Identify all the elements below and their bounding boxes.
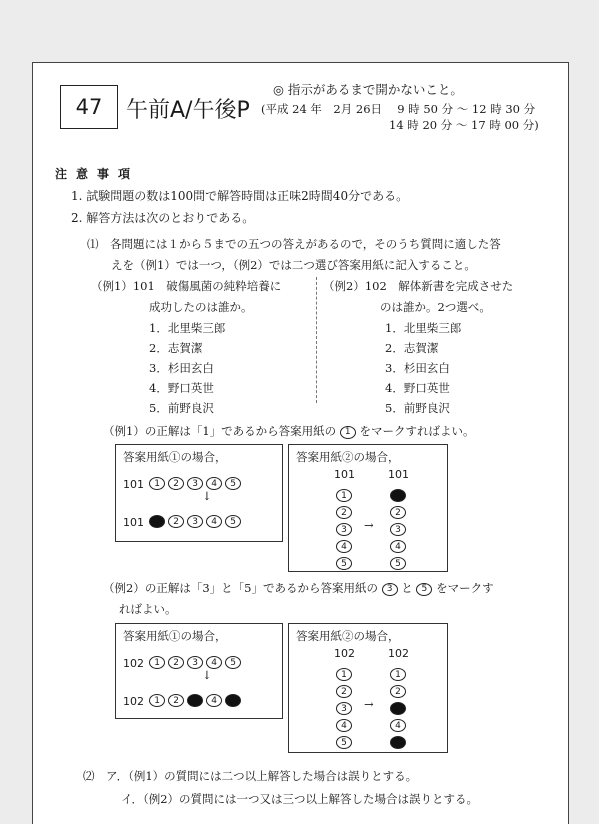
example-2-label: （例2）102 解体新書を完成させた	[323, 279, 514, 293]
answer-sheet-1-example-1	[115, 444, 283, 542]
bubble-icon: 2	[336, 506, 352, 519]
example-2-option: 3．杉田玄白	[385, 361, 450, 375]
bubble-icon: 2	[168, 656, 184, 669]
bubble-icon: 2	[168, 477, 184, 490]
sheet-title: 答案用紙①の場合，	[123, 450, 227, 464]
bubble-column-after	[390, 664, 408, 749]
example-1-option: 2．志賀潔	[149, 341, 203, 355]
bubble-icon: 4	[206, 656, 222, 669]
filled-bubble-icon	[149, 515, 165, 528]
bubble-icon: 5	[390, 557, 406, 570]
bubble-row-after	[123, 511, 244, 530]
question-number: 101	[388, 468, 409, 481]
bubble-column-after	[390, 485, 408, 570]
answer-2-text-line-2: ればよい。	[119, 602, 177, 616]
example-1-label: （例1）101 破傷風菌の純粋培養に	[91, 279, 282, 293]
answer-sheet-2-example-2	[288, 623, 448, 753]
example-1-option: 3．杉田玄白	[149, 361, 214, 375]
question-number: 102	[123, 695, 144, 708]
exam-number-box	[60, 85, 118, 129]
example-1-option: 5．前野良沢	[149, 401, 214, 415]
filled-bubble-icon	[390, 702, 406, 715]
bubble-icon: 1	[340, 426, 356, 439]
bubble-icon: 1	[149, 656, 165, 669]
bubble-icon: 3	[187, 477, 203, 490]
bubble-column-before	[336, 485, 354, 570]
bubble-icon: 3	[390, 523, 406, 536]
arrow-right-icon: →	[364, 697, 374, 711]
arrow-down-icon: ↓	[202, 668, 212, 682]
filled-bubble-icon	[390, 489, 406, 502]
example-divider	[316, 277, 317, 403]
bubble-icon: 1	[336, 489, 352, 502]
bubble-icon: 5	[225, 477, 241, 490]
bubble-icon: 1	[149, 477, 165, 490]
question-number: 102	[334, 647, 355, 660]
filled-bubble-icon	[225, 694, 241, 707]
answer-2-text-line-1: （例2）の正解は「3」と「5」であるから答案用紙の 3 と 5 をマークす	[103, 581, 494, 595]
bubble-icon: 4	[336, 719, 352, 732]
bubble-icon: 1	[149, 694, 165, 707]
rule-line-2: イ．（例2）の質問には一つ又は三つ以上解答した場合は誤りとする。	[121, 792, 479, 806]
filled-bubble-icon	[187, 694, 203, 707]
answer-1-text: （例1）の正解は「1」であるから答案用紙の 1 をマークすればよい。	[103, 424, 475, 438]
example-1-option: 4．野口英世	[149, 381, 214, 395]
example-1-option: 1．北里柴三郎	[149, 321, 226, 335]
bubble-icon: 4	[206, 515, 222, 528]
question-number: 101	[334, 468, 355, 481]
arrow-right-icon: →	[364, 518, 374, 532]
bubble-icon: 2	[168, 694, 184, 707]
example-2-option: 5．前野良沢	[385, 401, 450, 415]
sheet-title: 答案用紙②の場合，	[296, 629, 400, 643]
sheet-title: 答案用紙①の場合，	[123, 629, 227, 643]
bubble-row-before	[123, 473, 244, 492]
bubble-icon: 3	[336, 523, 352, 536]
note-sub-1-line-1: ⑴ 各問題には１から５までの五つの答えがあるので，そのうち質問に適した答	[87, 237, 501, 251]
bubble-icon: 5	[336, 736, 352, 749]
example-2-option: 2．志賀潔	[385, 341, 439, 355]
note-item-2: 2. 解答方法は次のとおりである。	[71, 211, 255, 225]
sheet-title: 答案用紙②の場合，	[296, 450, 400, 464]
bubble-column-before	[336, 664, 354, 749]
example-2-label-2: のは誰か。2つ選べ。	[380, 300, 491, 314]
filled-bubble-icon	[390, 736, 406, 749]
bubble-icon: 2	[390, 685, 406, 698]
answer-sheet-2-example-1	[288, 444, 448, 572]
bubble-row-before	[123, 652, 244, 671]
example-2-option: 1．北里柴三郎	[385, 321, 462, 335]
bubble-icon: 5	[336, 557, 352, 570]
question-number: 101	[123, 516, 144, 529]
question-number: 102	[388, 647, 409, 660]
bubble-icon: 4	[390, 719, 406, 732]
rule-line-1: ⑵ ア．（例1）の質問には二つ以上解答した場合は誤りとする。	[83, 769, 418, 783]
question-number: 101	[123, 478, 144, 491]
bubble-icon: 4	[206, 477, 222, 490]
bubble-icon: 3	[187, 656, 203, 669]
schedule-line-2: 14 時 20 分 ～ 17 時 00 分)	[389, 118, 539, 132]
bubble-icon: 5	[416, 583, 432, 596]
bubble-icon: 4	[206, 694, 222, 707]
bubble-icon: 3	[382, 583, 398, 596]
exam-number: 47	[75, 95, 103, 119]
question-number: 102	[123, 657, 144, 670]
answer-sheet-1-example-2	[115, 623, 283, 719]
bubble-icon: 3	[336, 702, 352, 715]
bubble-icon: 5	[225, 515, 241, 528]
note-item-1: 1. 試験問題の数は100問で解答時間は正味2時間40分である。	[71, 189, 409, 203]
exam-cover-page	[32, 62, 569, 824]
bubble-icon: 2	[390, 506, 406, 519]
example-2-option: 4．野口英世	[385, 381, 450, 395]
bubble-icon: 2	[336, 685, 352, 698]
bubble-icon: 1	[390, 668, 406, 681]
example-1-label-2: 成功したのは誰か。	[149, 300, 253, 314]
bubble-icon: 3	[187, 515, 203, 528]
arrow-down-icon: ↓	[202, 489, 212, 503]
note-sub-1-line-2: えを（例1）では一つ，（例2）では二つ選び答案用紙に記入すること。	[111, 258, 476, 272]
notes-heading: 注意事項	[55, 167, 140, 181]
exam-title: 午前A/午後P	[126, 98, 250, 123]
bubble-icon: 2	[168, 515, 184, 528]
bubble-row-after	[123, 690, 244, 709]
notice-text: ◎ 指示があるまで開かないこと。	[273, 82, 463, 97]
bubble-icon: 5	[225, 656, 241, 669]
bubble-icon: 4	[336, 540, 352, 553]
schedule-line-1: (平成 24 年 2月 26日 9 時 50 分 ～ 12 時 30 分	[261, 102, 536, 116]
bubble-icon: 1	[336, 668, 352, 681]
bubble-icon: 4	[390, 540, 406, 553]
